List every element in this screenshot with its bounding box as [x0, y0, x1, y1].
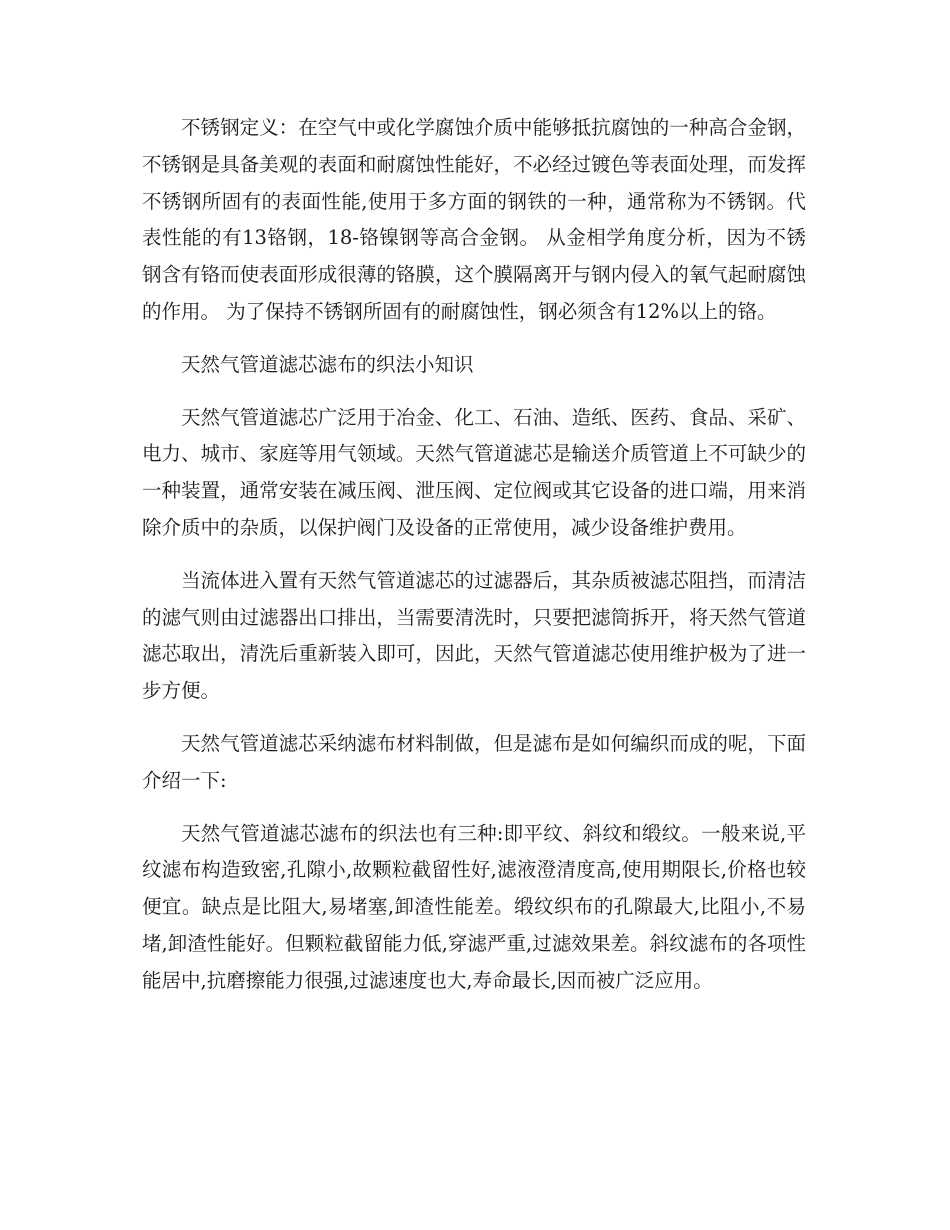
- paragraph-stainless-steel-definition: 不锈钢定义：在空气中或化学腐蚀介质中能够抵抗腐蚀的一种高合金钢，不锈钢是具备美观的表面和耐腐蚀性能好，不必经过镀色等表面处理，而发挥不锈钢所固有的表面性能,使用于多方面的钢铁的一种，通常称为不锈钢。代表性能的有13铬钢，18-铬镍钢等高合金钢。 从金相学角度分析，因为不锈钢含有铬而使表面形成很薄的铬膜，这个膜隔离开与钢内侵入的氧气起耐腐蚀的作用。 为了保持不锈钢所固有的耐腐蚀性，钢必须含有12%以上的铬。: [142, 116, 806, 323]
- paragraph-filter-cleaning: 当流体进入置有天然气管道滤芯的过滤器后，其杂质被滤芯阻挡，而清洁的滤气则由过滤器出口排出，当需要清洗时，只要把滤筒拆开，将天然气管道滤芯取出，清洗后重新装入即可，因此，天然气管道滤芯使用维护极为了进一步方便。: [142, 568, 806, 703]
- paragraph-filter-applications: 天然气管道滤芯广泛用于冶金、化工、石油、造纸、医药、食品、采矿、电力、城市、家庭等用气领域。天然气管道滤芯是输送介质管道上不可缺少的一种装置，通常安装在减压阀、泄压阀、定位阀或其它设备的进口端，用来消除介质中的杂质，以保护阀门及设备的正常使用，减少设备维护费用。: [142, 405, 806, 539]
- document-body: [142, 110, 806, 1016]
- paragraph-weaving-types: 天然气管道滤芯滤布的织法也有三种:即平纹、斜纹和缎纹。一般来说,平纹滤布构造致密,孔隙小,故颗粒截留性好,滤液澄清度高,使用期限长,价格也较便宜。缺点是比阻大,易堵塞,卸渣性能差。缎纹织布的孔隙最大,比阻小,不易堵,卸渣性能好。但颗粒截留能力低,穿滤严重,过滤效果差。斜纹滤布的各项性能居中,抗磨擦能力很强,过滤速度也大,寿命最长,因而被广泛应用。: [142, 821, 806, 992]
- paragraph-filter-cloth-intro: 天然气管道滤芯采纳滤布材料制做，但是滤布是如何编织而成的呢，下面介绍一下:: [142, 731, 806, 792]
- section-heading-filter-cloth-weaving: 天然气管道滤芯滤布的织法小知识: [181, 352, 474, 376]
